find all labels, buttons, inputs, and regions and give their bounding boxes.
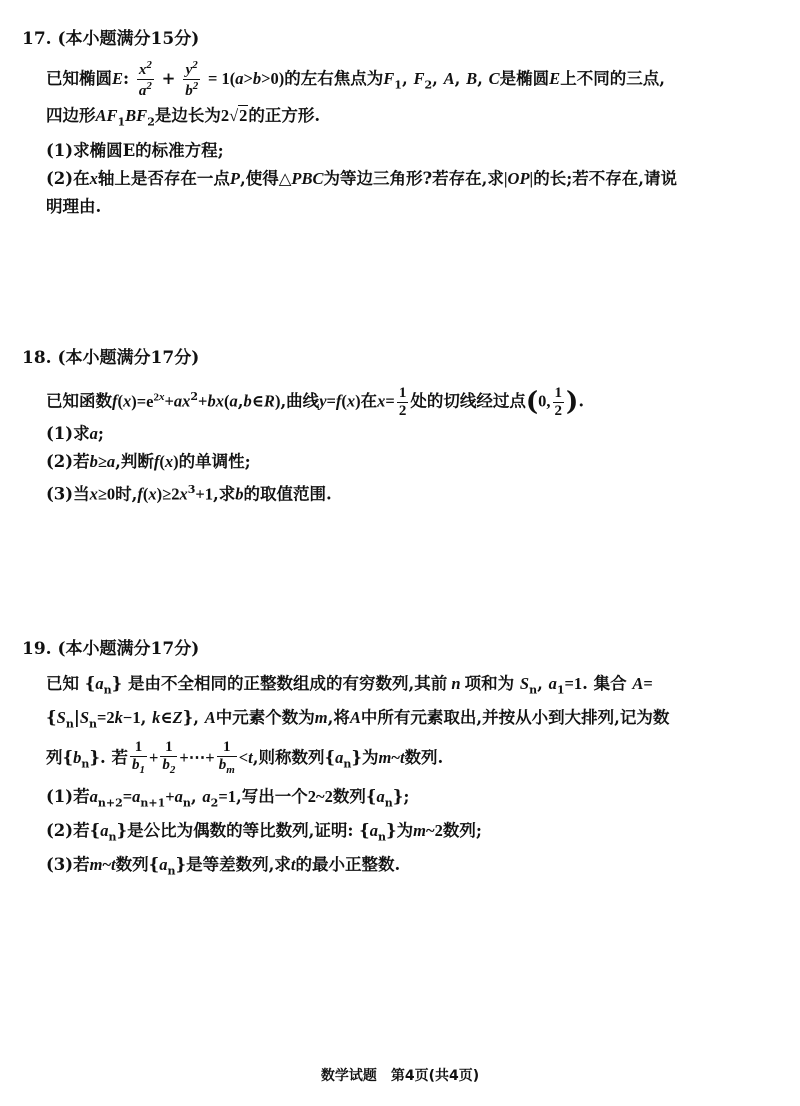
problem-19-line-2: {$S_n|S_n=2k-1$, k∈Z}, A中元素个数为m,将A中所有元素取出,并按从小到大排列,记为数 (46, 708, 670, 731)
problem-19-header: 19. (本小题满分17分) (22, 639, 200, 659)
problem-17-line-3: (1)求椭圆E的标准方程; (46, 140, 224, 160)
problem-17-header: 17. (本小题满分15分) (22, 29, 200, 49)
problem-17-line-4: (2)在x轴上是否存在一点P,使得△PBC为等边三角形?若存在,求|OP|的长;若不存在,请说 (46, 168, 678, 188)
problem-19-line-4: (1)若$a_{n+2}=a_{n+1}+a_n$, $a_2=1$,写出一个2~2数列$\{a_n\}$; (46, 786, 410, 810)
problem-18-line-4: (3)当x≥0时$,f(x)\ge 2x^3+1$,求b的取值范围. (46, 483, 332, 504)
problem-19-line-3: 列$\{b_n\}$. 若 $\frac{1}{b_1}$ + $\frac{1}{b_2}$ +⋯+ $\frac{1}{b_m}$ <t,则称数列$\{a_n\}$为m~t数列. (46, 739, 444, 777)
problem-18-line-3: (2)若b≥a,判断f(x)的单调性; (46, 452, 251, 471)
problem-19-body (22, 670, 782, 886)
problem-19 (22, 638, 782, 886)
problem-19-line-1: 已知 $\{a_n\}$ 是由不全相同的正整数组成的有穷数列,其前 n 项和为 $S_n$, $a_1=1$. 集合 A= (46, 674, 653, 697)
problem-18-header: 18. (本小题满分17分) (22, 348, 200, 368)
problem-18-body (22, 379, 782, 509)
problem-17-body (22, 60, 782, 221)
problem-17-line-5: 明理由. (46, 196, 102, 216)
problem-17-line-2: 四边形$AF_1BF_2$是边长为2√2的正方形. (46, 106, 321, 129)
problem-17-line-1: 已知椭圆E: $\frac{x^2}{a^2}$ + $\frac{y^2}{b^2}$ = 1(a>b>0)的左右焦点为$F_1$, $F_2$, A, B, C是椭圆E上不同的三点, (46, 59, 665, 99)
problem-19-line-5: (2)若$\{a_n\}$是公比为偶数的等比数列,证明: $\{a_n\}$为m~2数列; (46, 821, 482, 844)
problem-18 (22, 347, 782, 509)
problem-18-line-2: (1)求a; (46, 424, 104, 443)
problem-19-line-6: (3)若m~t数列$\{a_n\}$是等差数列,求t的最小正整数. (46, 855, 401, 878)
page-footer: 数学试题 第4页(共4页) (320, 1068, 480, 1084)
problem-17 (22, 28, 782, 221)
problem-18-line-1: 已知函数$f(x)=e^{2x}+ax^2+bx(a,b\in R)$,曲线y=f(x)在x= $\frac{1}{2}$ 处的切线经过点(0, $\frac{1}{2}$ ). (46, 384, 585, 419)
